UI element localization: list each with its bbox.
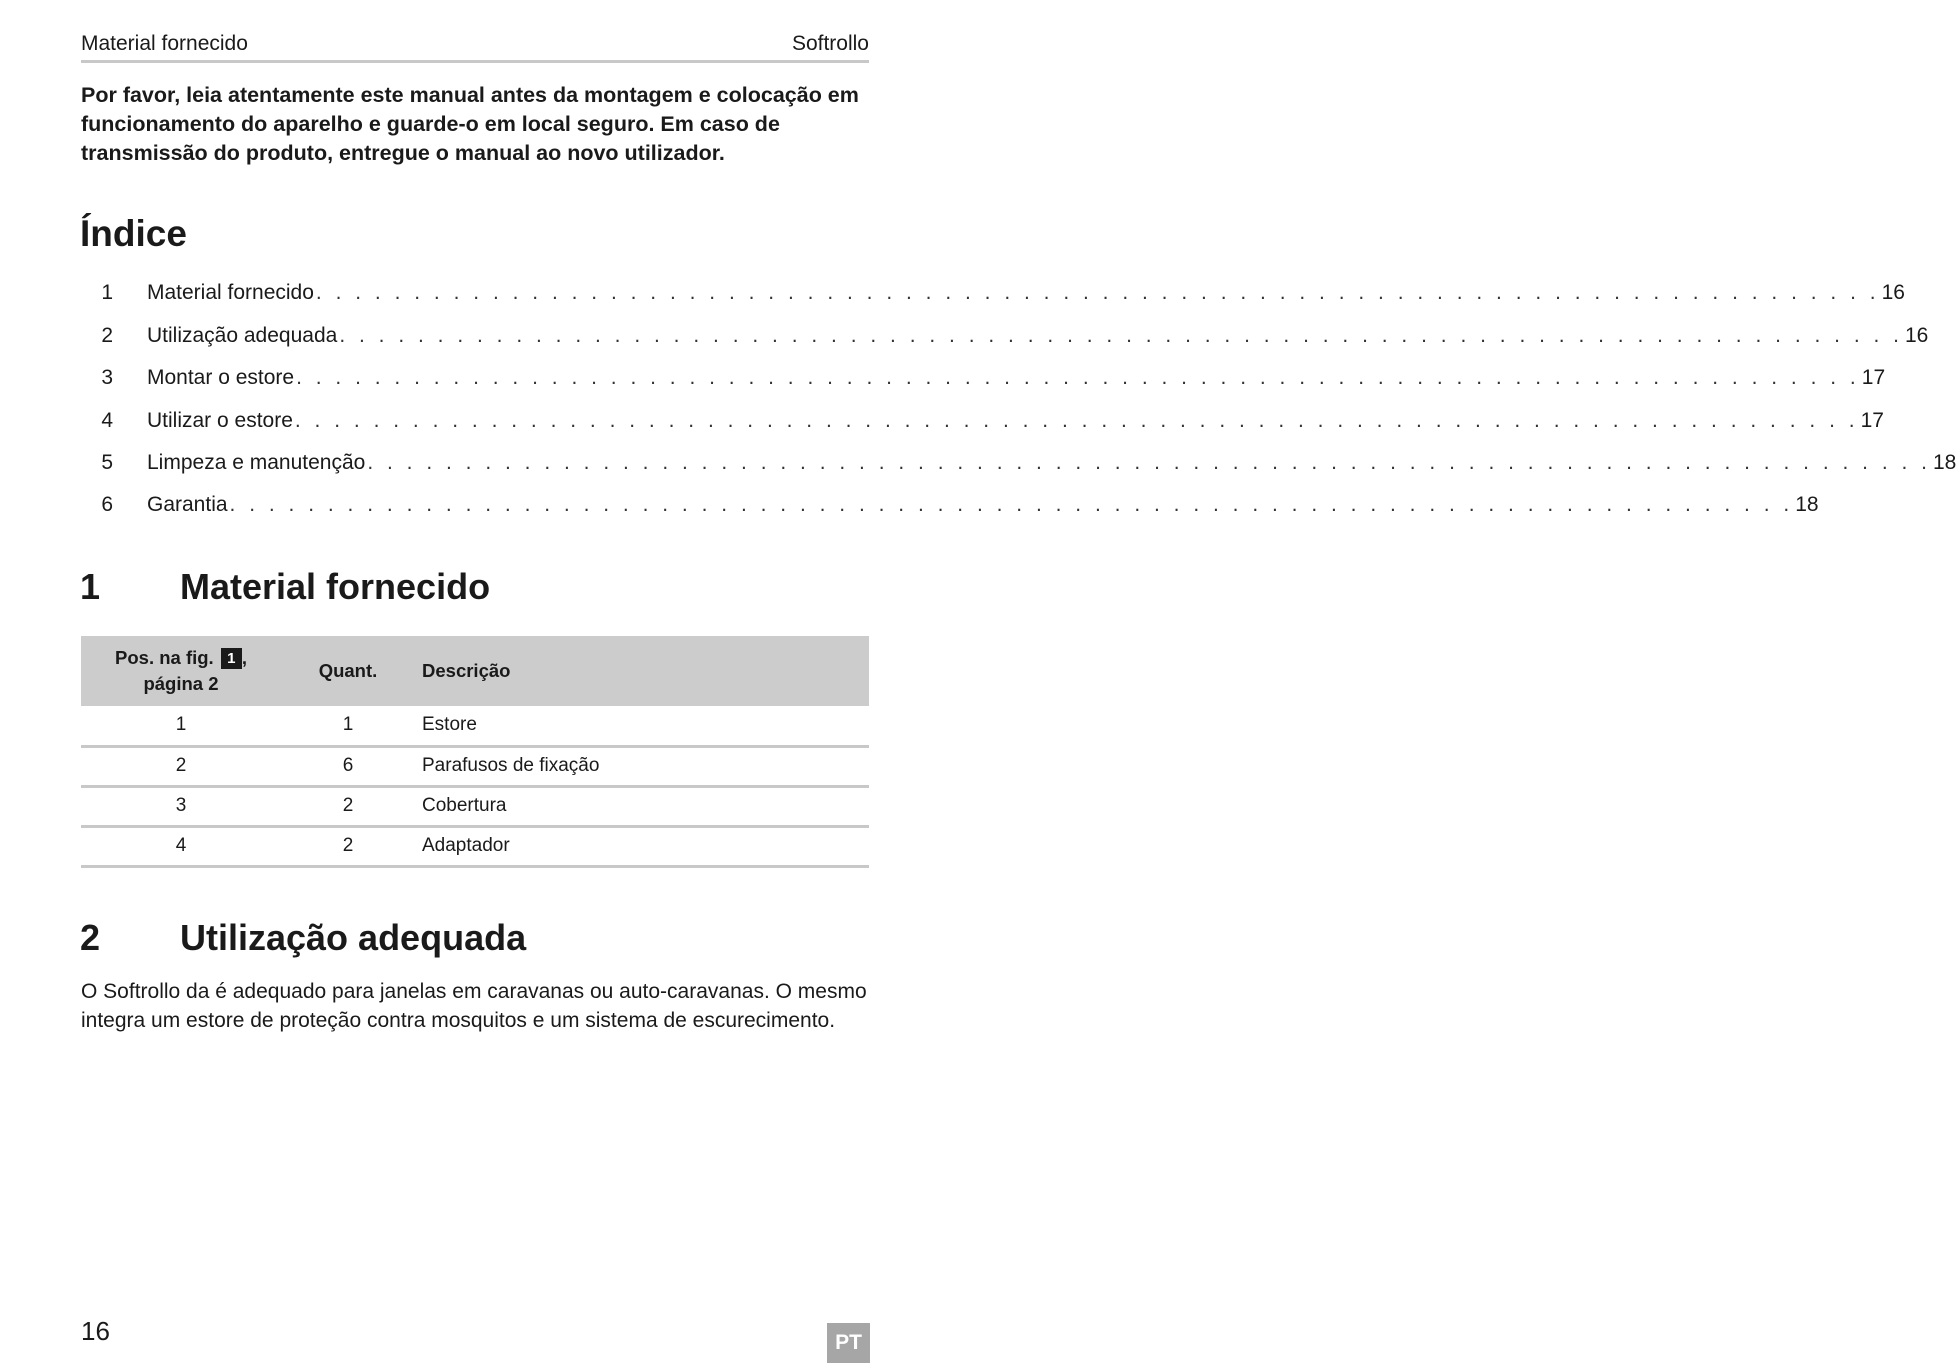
section-2-heading bbox=[80, 915, 526, 961]
table-of-contents bbox=[81, 268, 1956, 522]
cell-quantity: 2 bbox=[281, 786, 415, 826]
toc-title: Índice bbox=[80, 213, 187, 254]
delivery-contents-table bbox=[81, 636, 869, 868]
section-number: 1 bbox=[80, 566, 101, 607]
toc-leader-dots: . . . . . . . . . . . . . . . . . . . . . . . . . . . . . . . . . . . . . . . . . . . . . . . . . . . . . . . . . . . . . . . . . . . . . . . . . . . . . . . . bbox=[339, 323, 1903, 347]
cell-description: Adaptador bbox=[415, 826, 869, 866]
table-row bbox=[81, 826, 869, 866]
toc-entry-page: 18 bbox=[1933, 450, 1956, 474]
intended-use-paragraph: O Softrollo da é adequado para janelas em caravanas ou auto-caravanas. O mesmo integra um estore de proteção contra mosquitos e um sistema de escurecimento. bbox=[81, 980, 867, 1032]
toc-entry-page: 16 bbox=[1881, 281, 1905, 305]
toc-entry[interactable] bbox=[81, 480, 1819, 522]
cell-description: Estore bbox=[415, 706, 869, 746]
toc-entry-number: 4 bbox=[101, 408, 113, 432]
cell-description: Cobertura bbox=[415, 786, 869, 826]
column-header-description: Descrição bbox=[422, 660, 511, 681]
running-header-product: Softrollo bbox=[791, 32, 869, 55]
toc-entry[interactable] bbox=[81, 310, 1929, 352]
toc-entry-number: 1 bbox=[101, 281, 113, 305]
toc-leader-dots: . . . . . . . . . . . . . . . . . . . . . . . . . . . . . . . . . . . . . . . . . . . . . . . . . . . . . . . . . . . . . . . . . . . . . . . . . . . . . . . . bbox=[229, 493, 1794, 517]
cell-quantity: 2 bbox=[281, 826, 415, 866]
toc-entry-label: Garantia bbox=[147, 493, 228, 517]
section-title: Material fornecido bbox=[180, 566, 491, 607]
running-header bbox=[81, 31, 869, 63]
toc-entry-label: Limpeza e manutenção bbox=[147, 450, 366, 474]
toc-entry-page: 18 bbox=[1795, 493, 1819, 517]
toc-leader-dots: . . . . . . . . . . . . . . . . . . . . . . . . . . . . . . . . . . . . . . . . . . . . . . . . . . . . . . . . . . . . . . . . . . . . . . . . . . . . . . . . bbox=[296, 366, 1860, 390]
section-number: 2 bbox=[80, 917, 101, 958]
toc-entry-label: Material fornecido bbox=[147, 281, 314, 305]
figure-reference-badge: 1 bbox=[221, 648, 242, 669]
column-header-quantity: Quant. bbox=[318, 660, 378, 681]
toc-entry-label: Montar o estore bbox=[147, 366, 295, 390]
intro-notice: Por favor, leia atentamente este manual antes da montagem e colocação em funcionamento do aparelho e guarde-o em local seguro. Em caso de transmissão do produto, entregue o manual ao novo utilizador. bbox=[81, 83, 859, 165]
toc-entry-page: 17 bbox=[1861, 366, 1886, 390]
table-row bbox=[81, 746, 869, 786]
column-header-position-text: Pos. na fig. bbox=[115, 647, 214, 668]
running-header-section: Material fornecido bbox=[81, 32, 248, 55]
toc-entry[interactable] bbox=[81, 438, 1956, 480]
toc-entry-page: 16 bbox=[1905, 323, 1929, 347]
section-title: Utilização adequada bbox=[180, 917, 527, 958]
cell-position: 2 bbox=[81, 746, 281, 786]
table-header-row bbox=[81, 636, 869, 706]
cell-quantity: 1 bbox=[281, 706, 415, 746]
table-row bbox=[81, 706, 869, 746]
language-tag: PT bbox=[827, 1323, 870, 1363]
cell-position: 3 bbox=[81, 786, 281, 826]
toc-entry[interactable] bbox=[81, 395, 1884, 437]
toc-leader-dots: . . . . . . . . . . . . . . . . . . . . . . . . . . . . . . . . . . . . . . . . . . . . . . . . . . . . . . . . . . . . . . . . . . . . . . . . . . . . . . . . bbox=[294, 408, 1859, 432]
toc-entry[interactable] bbox=[81, 268, 1905, 310]
toc-entry-number: 5 bbox=[101, 450, 113, 474]
toc-leader-dots: . . . . . . . . . . . . . . . . . . . . . . . . . . . . . . . . . . . . . . . . . . . . . . . . . . . . . . . . . . . . . . . . . . . . . . . . . . . . . . . . bbox=[315, 281, 1880, 305]
toc-entry-page: 17 bbox=[1860, 408, 1884, 432]
cell-quantity: 6 bbox=[281, 746, 415, 786]
toc-entry-label: Utilização adequada bbox=[147, 323, 338, 347]
column-header-page-text: página 2 bbox=[143, 673, 219, 694]
column-header-comma: , bbox=[241, 647, 247, 668]
toc-entry-number: 3 bbox=[101, 366, 113, 390]
toc-entry[interactable] bbox=[81, 353, 1886, 395]
cell-description: Parafusos de fixação bbox=[415, 746, 869, 786]
cell-position: 1 bbox=[81, 706, 281, 746]
section-1-heading bbox=[80, 564, 490, 610]
toc-entry-label: Utilizar o estore bbox=[147, 408, 293, 432]
page-number: 16 bbox=[81, 1316, 110, 1346]
toc-entry-number: 6 bbox=[101, 493, 113, 517]
column-header-position bbox=[81, 636, 281, 706]
cell-position: 4 bbox=[81, 826, 281, 866]
table-row bbox=[81, 786, 869, 826]
toc-leader-dots: . . . . . . . . . . . . . . . . . . . . . . . . . . . . . . . . . . . . . . . . . . . . . . . . . . . . . . . . . . . . . . . . . . . . . . . . . . . . . . . . bbox=[367, 450, 1931, 474]
toc-entry-number: 2 bbox=[101, 323, 113, 347]
